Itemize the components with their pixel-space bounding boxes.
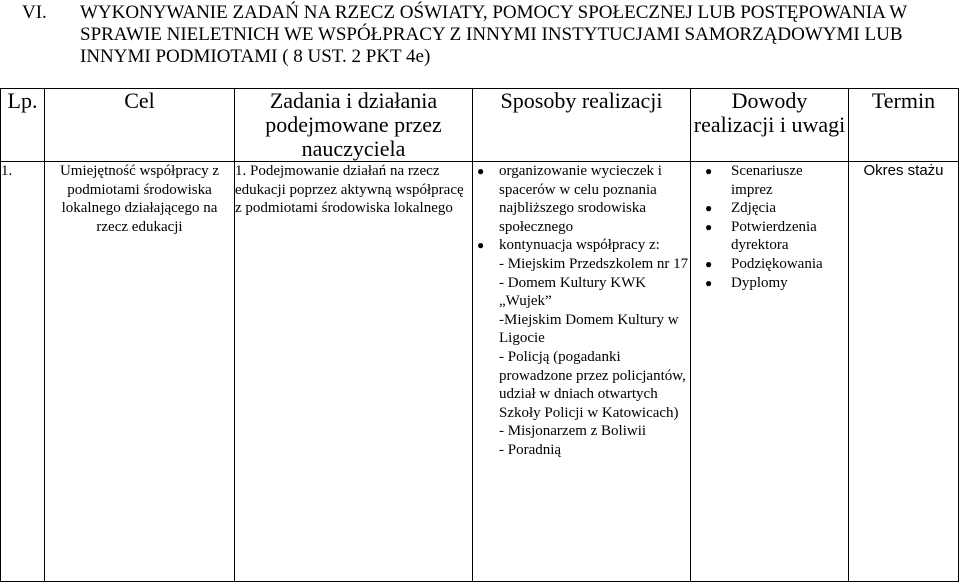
bullet-icon: ●	[705, 256, 713, 271]
partner-item: -Miejskim Domem Kultury w Ligocie	[499, 311, 679, 347]
partner-item: - Poradnią	[499, 441, 562, 458]
cell-termin	[849, 162, 959, 582]
partner-item: - Policją (pogadanki prowadzone przez policjantów, udział w dniach otwartych Szkoły Policji w Katowicach)	[499, 348, 686, 421]
header-termin: Termin	[849, 89, 959, 162]
cell-lp: 1.	[1, 162, 45, 582]
list-item	[691, 199, 848, 218]
sposoby-item-text: kontynuacja współpracy z:	[499, 237, 660, 254]
list-item	[691, 255, 848, 274]
cell-zadania: 1. Podejmowanie działań na rzecz edukacji poprzez aktywną współpracę z podmiotami środowiska lokalnego	[235, 162, 473, 582]
list-item	[691, 162, 848, 199]
bullet-icon: ●	[705, 219, 713, 234]
partner-item: - Domem Kultury KWK „Wujek”	[499, 274, 647, 310]
header-dowody: Dowody realizacji i uwagi	[691, 89, 849, 162]
bullet-icon: ●	[705, 201, 713, 216]
cell-sposoby	[473, 162, 691, 582]
cell-cel: Umiejętność współpracy z podmiotami środowiska lokalnego działającego na rzecz edukacji	[45, 162, 235, 582]
cell-dowody	[691, 162, 849, 582]
list-item	[473, 162, 690, 236]
section-title: WYKONYWANIE ZADAŃ NA RZECZ OŚWIATY, POMOCY SPOŁECZNEJ LUB POSTĘPOWANIA W SPRAWIE NIELETNICH WE WSPÓŁPRACY Z INNYMI INSTYTUCJAMI SAMORZĄDOWYMI LUB INNYMI PODMIOTAMI ( 8 UST. 2 PKT 4e)	[80, 2, 907, 67]
header-lp: Lp.	[1, 89, 45, 162]
dowody-item-text: Scenariusze imprez	[731, 163, 803, 198]
termin-text: Okres stażu	[863, 162, 944, 179]
plan-table	[0, 88, 959, 582]
bullet-icon: ●	[705, 275, 713, 290]
list-item	[691, 274, 848, 293]
dowody-item-text: Potwierdzenia dyrektora	[731, 218, 817, 254]
dowody-item-text: Podziękowania	[731, 255, 823, 272]
header-cel: Cel	[45, 89, 235, 162]
partner-list	[473, 255, 690, 460]
header-zadania: Zadania i działania podejmowane przez nauczyciela	[235, 89, 473, 162]
bullet-icon: ●	[705, 164, 713, 178]
bullet-icon: ●	[477, 164, 485, 178]
dowody-item-text: Dyplomy	[731, 274, 788, 291]
table-header-row	[1, 89, 959, 162]
dowody-list	[691, 162, 848, 292]
list-item	[473, 236, 690, 255]
table-row	[1, 162, 959, 582]
dowody-item-text: Zdjęcia	[731, 200, 776, 217]
sposoby-list	[473, 162, 690, 255]
partner-item: - Misjonarzem z Boliwii	[499, 423, 647, 440]
bullet-icon: ●	[477, 238, 485, 253]
list-item	[691, 218, 848, 255]
header-sposoby: Sposoby realizacji	[473, 89, 691, 162]
partner-item: - Miejskim Przedszkolem nr 17	[499, 255, 689, 272]
sposoby-item-text: organizowanie wycieczek i spacerów w celu poznania najbliższego srodowiska społecznego	[499, 163, 662, 235]
section-number: VI.	[22, 2, 47, 23]
